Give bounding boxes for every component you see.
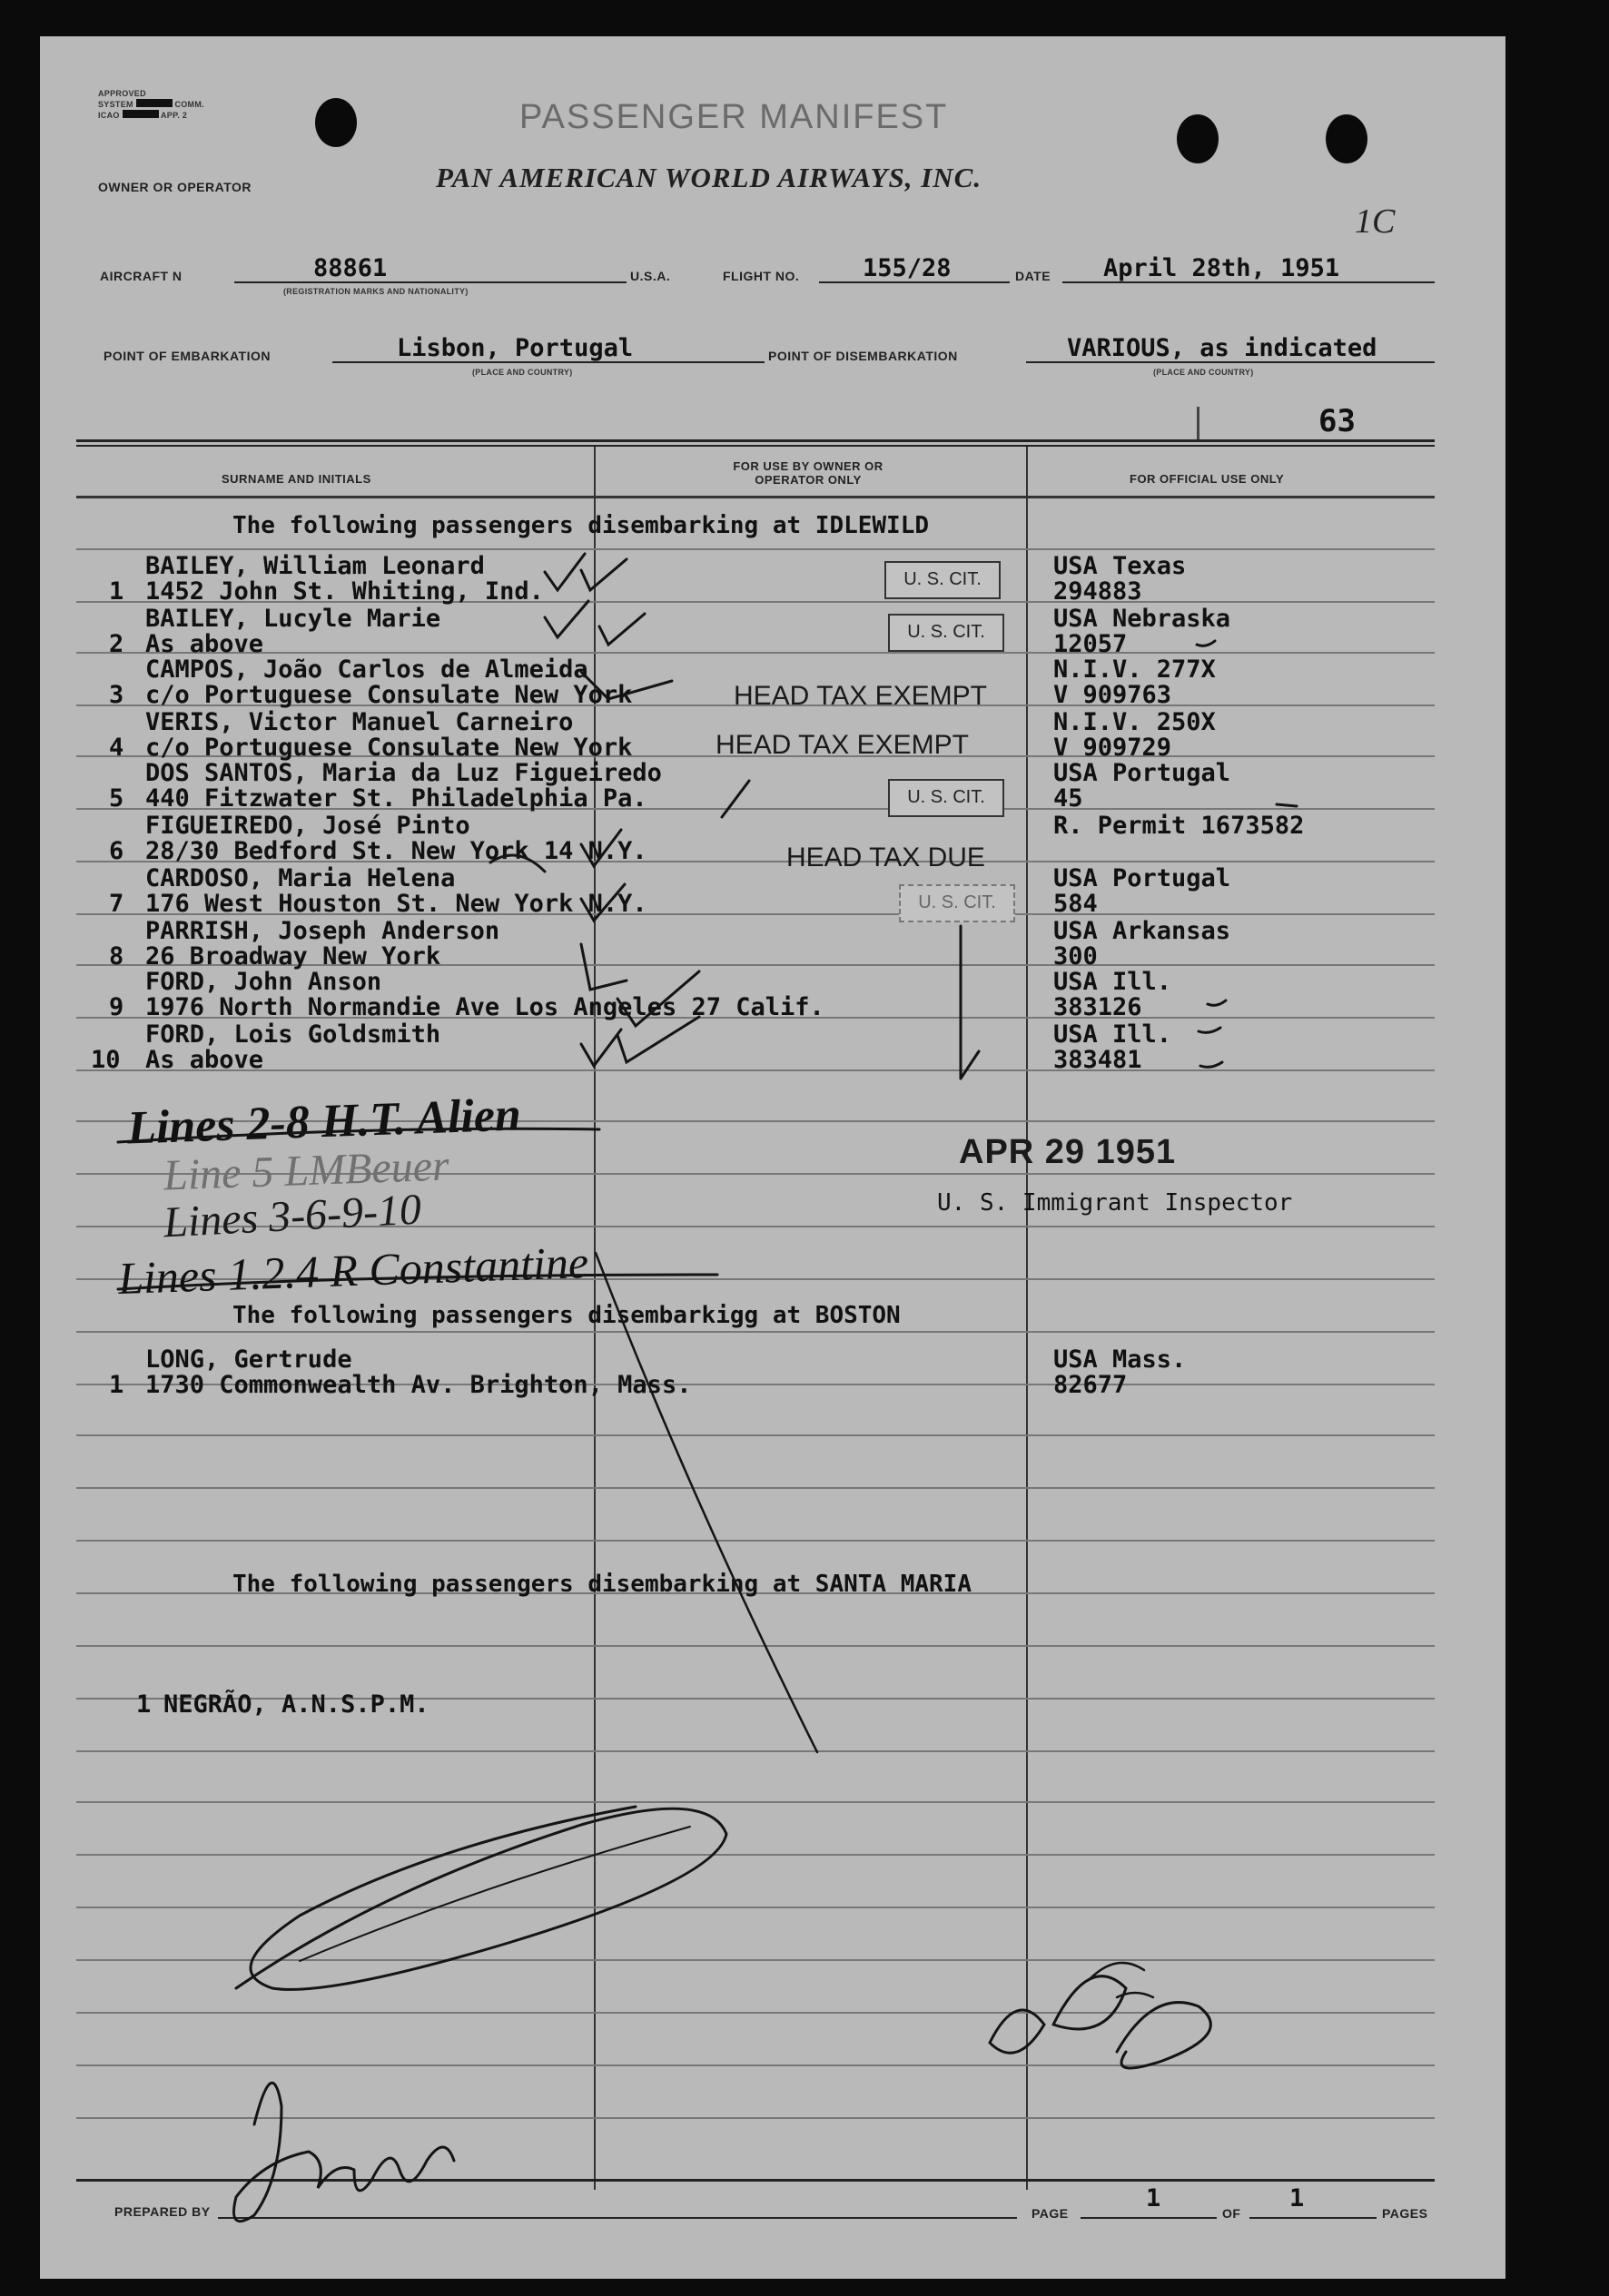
checkmark — [581, 1017, 699, 1066]
passenger-address: As above — [145, 630, 264, 658]
embark-label: POINT OF EMBARKATION — [104, 349, 271, 363]
column-header-official: FOR OFFICIAL USE ONLY — [1130, 472, 1285, 486]
passenger-name: FORD, John Anson — [145, 968, 382, 996]
passenger-name: FORD, Lois Goldsmith — [145, 1020, 441, 1049]
of-label: OF — [1222, 2206, 1241, 2221]
pages-label: PAGES — [1382, 2206, 1428, 2221]
checkmark — [581, 830, 621, 866]
passenger-address: As above — [145, 1046, 264, 1074]
official-entry: USA Portugal — [1053, 864, 1231, 892]
passenger-name: FIGUEIREDO, José Pinto — [145, 812, 470, 840]
page-number: 1 — [1146, 2184, 1161, 2212]
passenger-name: LONG, Gertrude — [145, 1345, 352, 1374]
passenger-name: DOS SANTOS, Maria da Luz Figueiredo — [145, 759, 662, 787]
page-total: 1 — [1289, 2184, 1305, 2212]
approval-block: APPROVED SYSTEM COMM. ICAO APP. 2 — [98, 89, 204, 120]
passenger-address: c/o Portuguese Consulate New York — [145, 681, 633, 709]
prepared-by-label: PREPARED BY — [114, 2204, 211, 2219]
immigrant-inspector-label: U. S. Immigrant Inspector — [937, 1189, 1293, 1217]
section-heading-santa-maria: The following passengers disembarking at SANTA MARIA — [232, 1571, 972, 1598]
us-cit-stamp: U. S. CIT. — [884, 561, 1001, 599]
passenger-address: 440 Fitzwater St. Philadelphia Pa. — [145, 784, 647, 813]
section-heading-boston: The following passengers disembarkigg at BOSTON — [232, 1302, 901, 1329]
us-cit-stamp: U. S. CIT. — [888, 614, 1004, 652]
passenger-address: 28/30 Bedford St. New York 14 N.Y. — [145, 837, 647, 865]
passenger-number: 3 — [109, 681, 124, 709]
head-tax-exempt-stamp: HEAD TAX EXEMPT — [734, 681, 987, 711]
official-number: 300 — [1053, 942, 1098, 971]
checkmark — [581, 559, 627, 590]
checkmark — [581, 672, 672, 699]
operator-name: PAN AMERICAN WORLD AIRWAYS, INC. — [436, 162, 982, 193]
passenger-name: PARRISH, Joseph Anderson — [145, 917, 500, 945]
section-heading-idlewild: The following passengers disembarking at IDLEWILD — [232, 512, 930, 539]
official-entry: USA Texas — [1053, 552, 1187, 580]
official-number: V 909763 — [1053, 681, 1172, 709]
official-number: 82677 — [1053, 1371, 1128, 1399]
handwritten-note: Line 5 LMBeuer — [163, 1141, 450, 1200]
flight-number: 155/28 — [863, 254, 952, 282]
passenger-number: 4 — [109, 734, 124, 762]
aircraft-label: AIRCRAFT N — [100, 269, 183, 283]
passenger-name: CAMPOS, João Carlos de Almeida — [145, 655, 588, 684]
corner-mark: 1C — [1355, 202, 1396, 241]
passenger-number: 1 — [109, 577, 124, 606]
official-number: 12057 — [1053, 630, 1128, 658]
aircraft-sub: (REGISTRATION MARKS AND NATIONALITY) — [283, 287, 469, 296]
checkmark — [722, 781, 749, 817]
embark-point: Lisbon, Portugal — [397, 334, 634, 362]
us-cit-stamp: U. S. CIT. — [888, 779, 1004, 817]
passenger-address: 1976 North Normandie Ave Los Angeles 27 Calif. — [145, 993, 824, 1021]
passenger-number: 9 — [109, 993, 124, 1021]
page-code: 63 — [1318, 403, 1356, 439]
passenger-number: 10 — [91, 1046, 121, 1074]
disembark-label: POINT OF DISEMBARKATION — [768, 349, 958, 363]
column-header-surname: SURNAME AND INITIALS — [222, 472, 371, 486]
handwritten-note: Lines 2-8 H.T. Alien — [126, 1089, 522, 1155]
aircraft-registration: 88861 — [313, 254, 388, 282]
passenger-number: 6 — [109, 837, 124, 865]
checkmark — [581, 944, 627, 990]
passenger-number: 8 — [109, 942, 124, 971]
passenger-number: 1 — [136, 1690, 152, 1719]
passenger-name: CARDOSO, Maria Helena — [145, 864, 456, 892]
passenger-number: 7 — [109, 890, 124, 918]
official-entry: USA Portugal — [1053, 759, 1231, 787]
column-header-operator: FOR USE BY OWNER OR OPERATOR ONLY — [733, 459, 883, 487]
date-stamp: APR 29 1951 — [959, 1133, 1177, 1171]
passenger-number: 1 — [109, 1371, 124, 1399]
us-cit-stamp: U. S. CIT. — [899, 884, 1015, 922]
disembark-point: VARIOUS, as indicated — [1067, 334, 1377, 362]
official-entry: USA Ill. — [1053, 968, 1172, 996]
official-number: 45 — [1053, 784, 1083, 813]
passenger-address: 176 West Houston St. New York N.Y. — [145, 890, 647, 918]
checkmark — [581, 884, 625, 921]
page-label: PAGE — [1032, 2206, 1069, 2221]
head-tax-exempt-stamp: HEAD TAX EXEMPT — [716, 730, 969, 760]
passenger-address: c/o Portuguese Consulate New York — [145, 734, 633, 762]
date-label: DATE — [1015, 269, 1051, 283]
passenger-name: BAILEY, William Leonard — [145, 552, 485, 580]
owner-label: OWNER OR OPERATOR — [98, 180, 252, 194]
official-number: 383126 — [1053, 993, 1142, 1021]
passenger-number: 2 — [109, 630, 124, 658]
flight-date: April 28th, 1951 — [1103, 254, 1340, 282]
official-entry: R. Permit 1673582 — [1053, 812, 1305, 840]
official-entry: USA Ill. — [1053, 1020, 1172, 1049]
checkmark — [545, 554, 585, 590]
official-number: 584 — [1053, 890, 1098, 918]
flight-label: FLIGHT NO. — [723, 269, 800, 283]
head-tax-due-stamp: HEAD TAX DUE — [786, 843, 985, 872]
checkmark — [599, 614, 645, 645]
form-title: PASSENGER MANIFEST — [519, 98, 949, 136]
official-number: 294883 — [1053, 577, 1142, 606]
checkmark — [617, 971, 699, 1026]
handwritten-note: Lines 3-6-9-10 — [162, 1185, 423, 1247]
passenger-name: BAILEY, Lucyle Marie — [145, 605, 441, 633]
usa-label: U.S.A. — [630, 269, 671, 283]
disembark-place-sub: (PLACE AND COUNTRY) — [1153, 368, 1254, 377]
official-entry: N.I.V. 277X — [1053, 655, 1216, 684]
handwritten-note: Lines 1.2.4 R Constantine — [117, 1236, 589, 1305]
passenger-address: 1730 Commonwealth Av. Brighton, Mass. — [145, 1371, 692, 1399]
official-entry: USA Mass. — [1053, 1345, 1187, 1374]
official-number: 383481 — [1053, 1046, 1142, 1074]
passenger-number: 5 — [109, 784, 124, 813]
official-number: V 909729 — [1053, 734, 1172, 762]
passenger-name: NEGRÃO, A.N.S.P.M. — [163, 1690, 429, 1719]
official-entry: USA Nebraska — [1053, 605, 1231, 633]
passenger-address: 26 Broadway New York — [145, 942, 441, 971]
checkmark — [545, 601, 588, 637]
passenger-name: VERIS, Victor Manuel Carneiro — [145, 708, 574, 736]
embark-place-sub: (PLACE AND COUNTRY) — [472, 368, 573, 377]
official-entry: N.I.V. 250X — [1053, 708, 1216, 736]
official-entry: USA Arkansas — [1053, 917, 1231, 945]
passenger-address: 1452 John St. Whiting, Ind. — [145, 577, 544, 606]
